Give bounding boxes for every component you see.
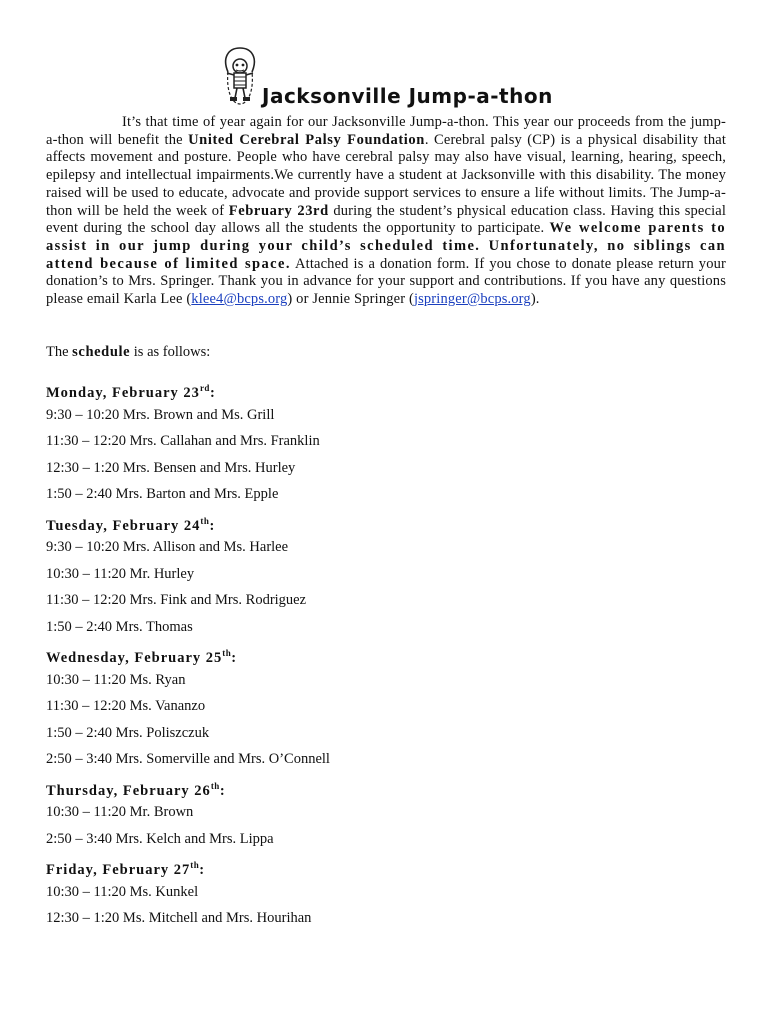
day-heading <box>46 855 726 882</box>
foundation-name: United Cerebral Palsy Foundation <box>188 131 425 148</box>
day-colon: : <box>219 782 226 799</box>
schedule-slot: 12:30 – 1:20 Mrs. Bensen and Mrs. Hurley <box>46 459 296 476</box>
intro-text: It’s that time of year again for our Jacksonville Jump-a-thon. This year our proceeds from the jump-a-thon will benefit the <box>46 114 726 148</box>
schedule-slot: 9:30 – 10:20 Mrs. Allison and Ms. Harlee <box>46 539 289 555</box>
day-heading <box>46 511 726 538</box>
day-colon: : <box>209 517 216 534</box>
intro-text: ) or Jennie Springer ( <box>287 291 414 308</box>
schedule-word: schedule <box>72 344 131 360</box>
schedule-intro-text: The <box>46 344 73 360</box>
schedule-slot: 2:50 – 3:40 Mrs. Somerville and Mrs. O’Connell <box>46 751 330 767</box>
schedule-list <box>46 378 726 935</box>
schedule-slot: 2:50 – 3:40 Mrs. Kelch and Mrs. Lippa <box>46 830 274 847</box>
day-name: Friday, February 27 <box>46 862 191 878</box>
schedule-slot: 10:30 – 11:20 Ms. Kunkel <box>46 883 199 900</box>
day-colon: : <box>231 650 238 666</box>
page-title: Jacksonville Jump-a-thon <box>262 84 553 108</box>
intro-paragraph <box>46 114 726 309</box>
intro-text: . Cerebral palsy (CP) is a physical disability that affects movement and posture. People who have cerebral palsy may also have visual, learning, hearing, speech, epilepsy and intellectual impairments.We currently have a student at Jacksonville with this disability. The money raised will be used to educate, advocate and provide support services to ensure a life without limits. The Jump-a-thon will be held the week of <box>46 131 727 219</box>
schedule-slot: 1:50 – 2:40 Mrs. Thomas <box>46 618 193 635</box>
day-name: Tuesday, February 24 <box>46 517 201 534</box>
intro-text: ). <box>530 291 540 308</box>
schedule-slot: 1:50 – 2:40 Mrs. Barton and Mrs. Epple <box>46 486 279 502</box>
intro-text: during the student’s physical education class. Having this special event during the school day allows all the students the opportunity to participate. <box>46 202 727 237</box>
day-ordinal-suffix: th <box>210 780 220 791</box>
day-ordinal-suffix: th <box>222 648 232 658</box>
day-name: Wednesday, February 25 <box>46 650 223 666</box>
day-colon: : <box>209 385 216 401</box>
schedule-slot: 11:30 – 12:20 Mrs. Callahan and Mrs. Franklin <box>46 433 320 449</box>
email-link-klee[interactable]: klee4@bcps.org <box>191 291 288 308</box>
schedule-slot: 11:30 – 12:20 Mrs. Fink and Mrs. Rodriguez <box>46 592 307 608</box>
day-name: Thursday, February 26 <box>46 782 211 799</box>
schedule-intro-text: is as follows: <box>130 344 211 360</box>
day-name: Monday, February 23 <box>46 385 200 401</box>
schedule-slot: 12:30 – 1:20 Ms. Mitchell and Mrs. Hourihan <box>46 910 312 926</box>
event-date: February 23rd <box>228 202 329 219</box>
schedule-slot: 11:30 – 12:20 Ms. Vananzo <box>46 698 206 714</box>
email-link-jspringer[interactable]: jspringer@bcps.org <box>413 291 531 308</box>
intro-text: Attached is a donation form. If you chose to donate please return your donation’s to Mrs. Springer. Thank you in advance for your support and contributions. If you have any questions please email Karla Lee ( <box>46 255 726 308</box>
jump-rope-mascot-icon <box>220 46 260 108</box>
day-ordinal-suffix: rd <box>199 383 210 393</box>
parent-notice: We welcome parents to assist in our jump during your child’s scheduled time. Unfortunately, no siblings can attend because of limited space. <box>46 220 726 272</box>
day-heading <box>46 378 726 405</box>
schedule-slot: 10:30 – 11:20 Ms. Ryan <box>46 671 186 688</box>
day-heading <box>46 776 726 803</box>
header <box>220 46 560 110</box>
schedule-slot: 10:30 – 11:20 Mr. Brown <box>46 804 194 820</box>
schedule-slot: 10:30 – 11:20 Mr. Hurley <box>46 565 195 582</box>
schedule-slot: 1:50 – 2:40 Mrs. Poliszczuk <box>46 724 210 741</box>
day-heading <box>46 643 726 670</box>
day-ordinal-suffix: th <box>200 515 210 526</box>
schedule-intro <box>46 344 210 361</box>
day-colon: : <box>199 862 206 878</box>
day-ordinal-suffix: th <box>190 860 200 870</box>
schedule-slot: 9:30 – 10:20 Mrs. Brown and Ms. Grill <box>46 406 275 423</box>
